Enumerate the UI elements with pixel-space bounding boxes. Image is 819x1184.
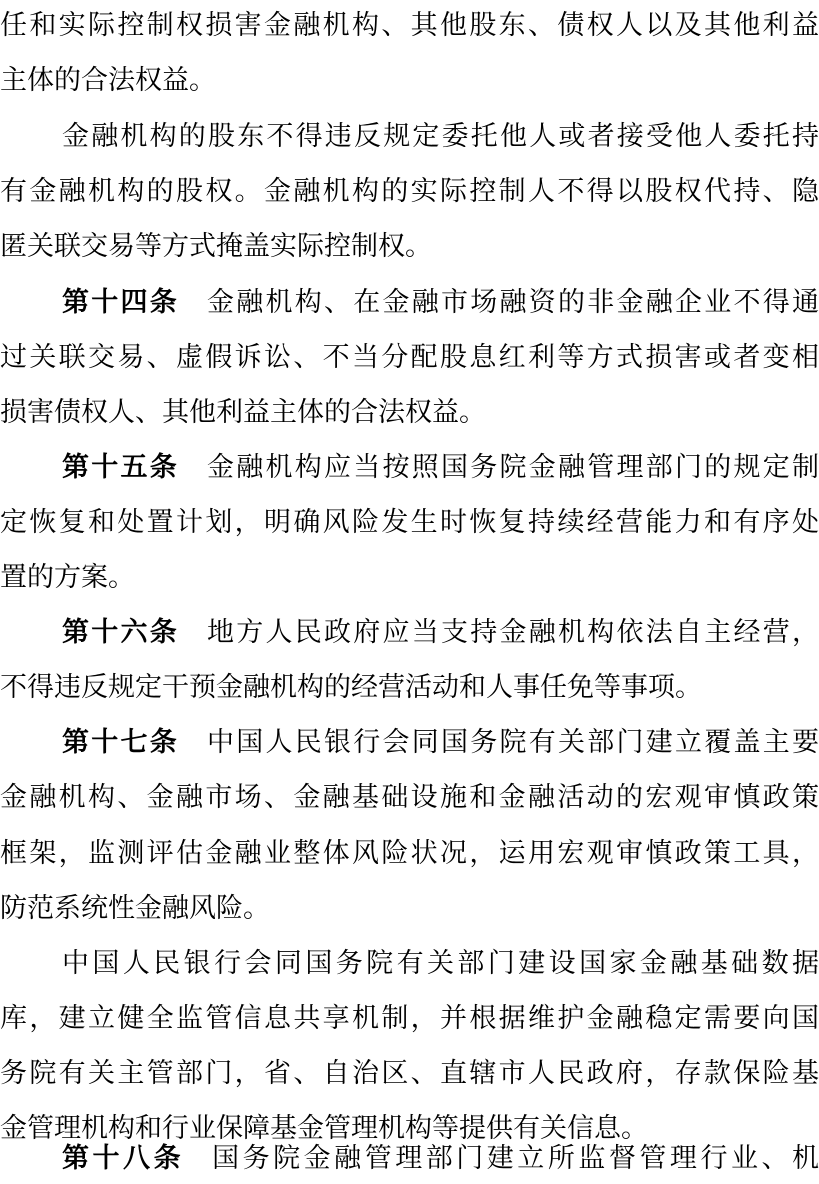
text-line: 金管理机构和行业保障基金管理机构等提供有关信息。 [0,1113,648,1144]
article-line: 第十四条 金融机构、在金融市场融资的非金融企业不得通 [62,287,819,318]
text-line: 有金融机构的股权。金融机构的实际控制人不得以股权代持、隐 [0,176,819,207]
text-line: 框架，监测评估金融业整体风险状况，运用宏观审慎政策工具， [0,838,819,869]
text-line: 务院有关主管部门，省、自治区、直辖市人民政府，存款保险基 [0,1058,819,1089]
text-line: 库，建立健全监管信息共享机制，并根据维护金融稳定需要向国 [0,1003,819,1034]
text-line: 任和实际控制权损害金融机构、其他股东、债权人以及其他利益 [0,10,819,41]
article-line: 第十八条 国务院金融管理部门建立所监督管理行业、机 [62,1143,819,1174]
text-line: 主体的合法权益。 [0,65,216,96]
article-number: 第十五条 [62,452,179,483]
text-line: 置的方案。 [0,562,135,593]
article-line: 第十五条 金融机构应当按照国务院金融管理部门的规定制 [62,452,819,483]
text-line: 过关联交易、虚假诉讼、不当分配股息红利等方式损害或者变相 [0,342,819,373]
article-number: 第十六条 [62,617,179,648]
article-line: 第十六条 地方人民政府应当支持金融机构依法自主经营， [62,617,819,648]
article-number: 第十四条 [62,287,179,318]
text-line: 金融机构的股东不得违反规定委托他人或者接受他人委托持 [62,121,819,152]
text-line: 金融机构、金融市场、金融基础设施和金融活动的宏观审慎政策 [0,782,819,813]
text-line: 损害债权人、其他利益主体的合法权益。 [0,397,486,428]
text-line: 防范系统性金融风险。 [0,893,270,924]
text-line: 定恢复和处置计划，明确风险发生时恢复持续经营能力和有序处 [0,507,819,538]
article-number: 第十七条 [62,727,179,758]
text-line: 中国人民银行会同国务院有关部门建设国家金融基础数据 [62,948,819,979]
text-line: 匿关联交易等方式掩盖实际控制权。 [0,231,432,262]
article-line: 第十七条 中国人民银行会同国务院有关部门建立覆盖主要 [62,727,819,758]
text-line: 不得违反规定干预金融机构的经营活动和人事任免等事项。 [0,672,702,703]
article-number: 第十八条 [62,1143,185,1174]
